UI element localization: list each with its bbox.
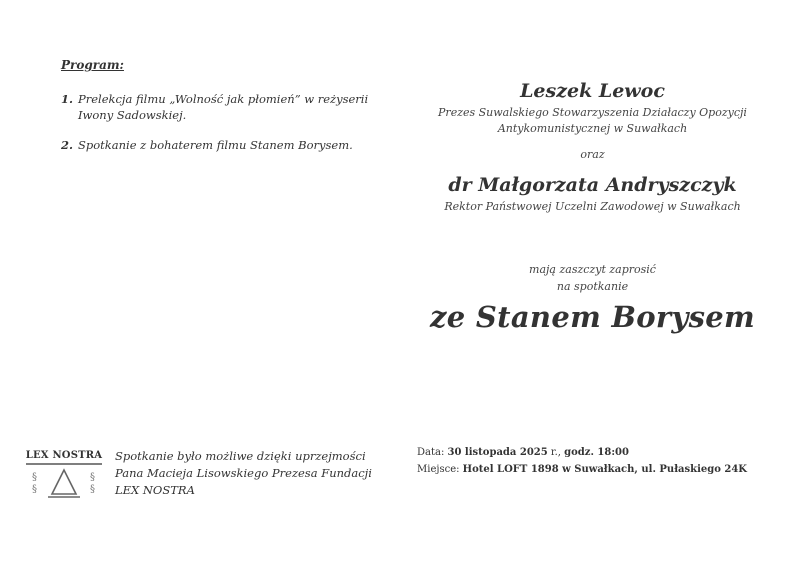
sponsor-line2: Pana Macieja Lisowskiego Prezesa Fundacji [115, 466, 372, 480]
invitation-line1: mają zaszczyt zaprosić [529, 263, 656, 276]
invitation-line2: na spotkanie [556, 280, 629, 293]
program-item-text: Prelekcja filmu „Wolność jak płomień” w reżyserii Iwony Sadowskiej. [78, 92, 369, 122]
svg-text:§: § [90, 484, 95, 495]
program-item-text: Spotkanie z bohaterem filmu Stanem Borysem. [78, 138, 353, 152]
date-value: 30 listopada 2025 [447, 447, 548, 458]
host2-role: Rektor Państwowej Uczelni Zawodowej w Suwałkach [444, 200, 741, 213]
scales-icon [24, 450, 104, 500]
lex-nostra-logo [24, 450, 104, 500]
program-item [61, 91, 371, 123]
host1-name: Leszek Lewoc [520, 80, 665, 102]
main-title: ze Stanem Borysem [429, 300, 755, 334]
sponsor-line1: Spotkanie było możliwe dzięki uprzejmości [115, 449, 366, 463]
program-heading: Program: [61, 58, 124, 72]
date-row [417, 444, 747, 461]
logo-text: LEX NOSTRA [25, 450, 103, 461]
svg-text:§: § [32, 472, 37, 483]
host1-role-line2: Antykomunistycznej w Suwałkach [497, 122, 688, 135]
host1-role-line1: Prezes Suwalskiego Stowarzyszenia Działaczy Opozycji [438, 106, 747, 119]
host2-name: dr Małgorzata Andryszczyk [448, 174, 737, 196]
program-list [61, 91, 371, 167]
date-label: Data: [417, 447, 445, 458]
place-row [417, 461, 747, 478]
sponsor-note [115, 448, 385, 499]
svg-text:§: § [32, 484, 37, 495]
program-item-number: 1. [61, 92, 74, 106]
connector-text: oraz [580, 148, 605, 161]
program-item [61, 137, 371, 153]
time-value: godz. 18:00 [564, 447, 629, 458]
sponsor-line3: LEX NOSTRA [115, 483, 195, 497]
svg-text:§: § [90, 472, 95, 483]
place-value: Hotel LOFT 1898 w Suwałkach, ul. Pułaskiego 24K [462, 464, 747, 475]
program-item-number: 2. [61, 138, 74, 152]
date-suffix: r., [550, 447, 561, 458]
event-details [417, 444, 747, 478]
place-label: Miejsce: [417, 464, 460, 475]
